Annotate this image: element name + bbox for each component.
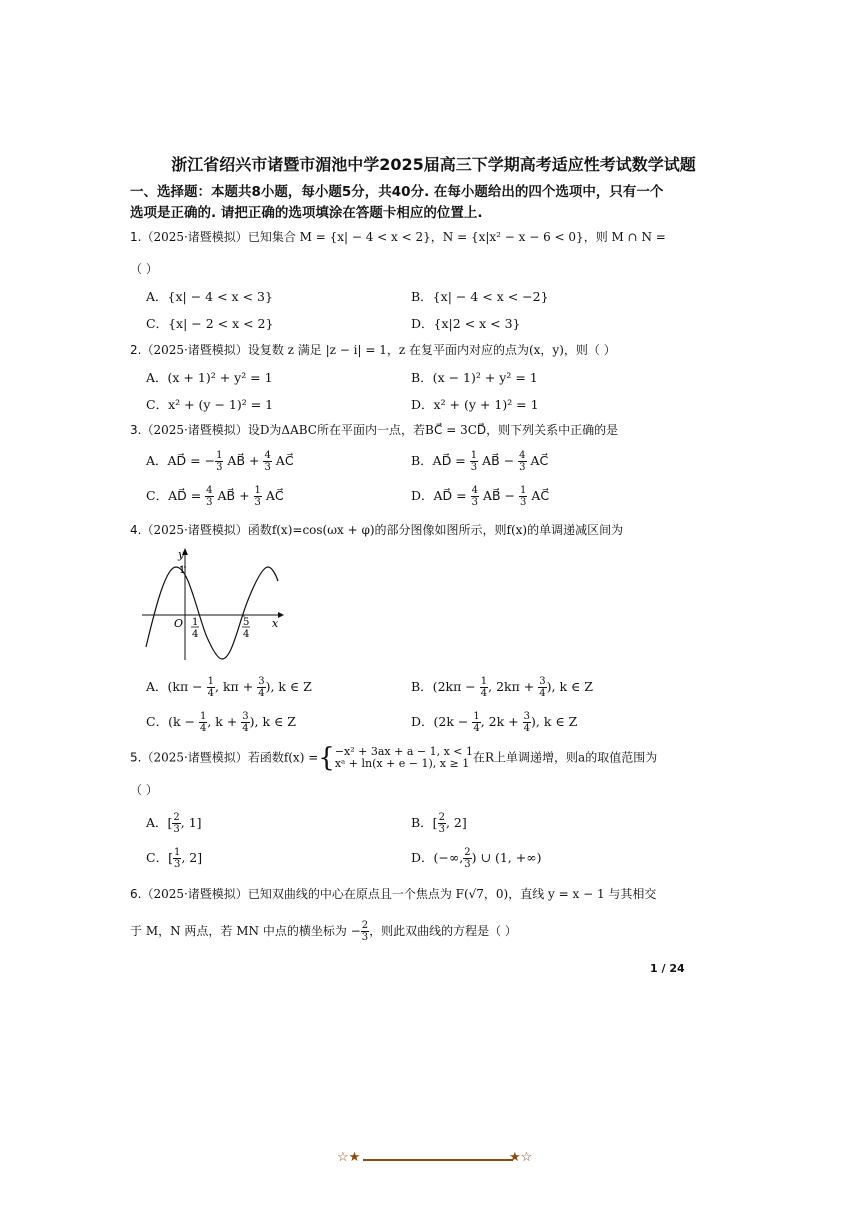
option-b: B．[ $\frac{2}{3}$ , 2]: [411, 812, 467, 835]
question-5: 5.（2025·诸暨模拟）若函数f(x) ={ −x² + 3ax + a − 1, x < 1 xᵃ + ln(x + e − 1), x ≥ 1 在R上单调递增，则a的取值范围为: [130, 743, 658, 773]
question-stem: 若函数f(x) =: [247, 750, 319, 765]
option-c: C．{x| − 2 < x < 2}: [146, 316, 274, 331]
question-5-blank: （ ）: [130, 783, 158, 797]
question-number: 5.: [130, 750, 142, 765]
option-a: A．(kπ − $\frac{1}{4}$ , kπ + $\frac{3}{4}$ ), k ∈ Z: [146, 676, 312, 699]
footer-ornament: [337, 1150, 537, 1170]
question-source: （2025·诸暨模拟）: [141, 750, 248, 765]
question-source: （2025·诸暨模拟）: [141, 230, 248, 244]
question-number: 2.: [130, 343, 142, 357]
question-stem: 已知双曲线的中心在原点且一个焦点为 F(√7，0)，直线 y = x − 1 与其相交: [247, 887, 657, 901]
option-a: A．AD⃗ = − $\frac{1}{3}$ AB⃗ + $\frac{4}{3}$ AC⃗: [146, 450, 294, 473]
page-number: 1 / 24: [650, 962, 685, 975]
option-c: C．x² + (y − 1)² = 1: [146, 397, 274, 412]
option-d: D．x² + (y + 1)² = 1: [411, 397, 539, 412]
option-d: D．AD⃗ = $\frac{4}{3}$ AB⃗ − $\frac{1}{3}$ AC⃗: [411, 485, 550, 508]
question-4: [130, 520, 700, 540]
section-heading-line1: 一、选择题：本题共8小题，每小题5分，共40分. 在每小题给出的四个选项中，只有一个: [130, 184, 664, 200]
option-d: D．(2k − $\frac{1}{4}$ , 2k + $\frac{3}{4}$ ), k ∈ Z: [411, 711, 578, 734]
x-axis-label: x: [272, 617, 279, 630]
piecewise-case-2: xᵃ + ln(x + e − 1), x ≥ 1: [334, 757, 470, 770]
option-b: B．{x| − 4 < x < −2}: [411, 289, 549, 304]
question-6-line2: 于 M，N 两点，若 MN 中点的横坐标为 − $\frac{2}{3}$ ，则此双曲线的方程是（ ）: [130, 920, 517, 943]
question-6: [130, 884, 700, 904]
option-c: C．[ $\frac{1}{3}$ , 2]: [146, 847, 203, 870]
option-c: C．AD⃗ = $\frac{4}{3}$ AB⃗ + $\frac{1}{3}$ AC⃗: [146, 485, 284, 508]
tick-five-quarter-num: 5: [243, 617, 250, 628]
option-b: B．(2kπ − $\frac{1}{4}$ , 2kπ + $\frac{3}{4}$ ), k ∈ Z: [411, 676, 593, 699]
question-stem-cont: 在R上单调递增，则a的取值范围为: [473, 750, 658, 765]
question-number: 1.: [130, 230, 142, 244]
y-tick-one: 1: [179, 565, 186, 576]
question-1-blank: （ ）: [130, 262, 158, 276]
option-b: B．(x − 1)² + y² = 1: [411, 370, 538, 385]
piecewise-case-1: −x² + 3ax + a − 1, x < 1: [334, 745, 473, 758]
option-c: C．(k − $\frac{1}{4}$ , k + $\frac{3}{4}$ ), k ∈ Z: [146, 711, 296, 734]
question-number: 3.: [130, 423, 142, 437]
question-source: （2025·诸暨模拟）: [141, 887, 248, 901]
question-2: [130, 340, 700, 360]
footer-divider: [363, 1159, 513, 1161]
question-stem: 设D为ΔABC所在平面内一点，若BC⃗ = 3CD⃗，则下列关系中正确的是: [247, 423, 619, 437]
option-a: A．[ $\frac{2}{3}$ , 1]: [146, 812, 202, 835]
option-a: A．{x| − 4 < x < 3}: [146, 289, 273, 304]
tick-quarter-den: 4: [192, 629, 199, 640]
question-stem: 函数f(x)=cos(ωx + φ)的部分图像如图所示，则f(x)的单调递减区间为: [247, 523, 624, 537]
star-icon: ★☆: [509, 1150, 533, 1165]
question-source: （2025·诸暨模拟）: [141, 343, 248, 357]
cosine-graph-figure: [140, 545, 285, 665]
option-b: B．AD⃗ = $\frac{1}{3}$ AB⃗ − $\frac{4}{3}$ AC⃗: [411, 450, 549, 473]
question-source: （2025·诸暨模拟）: [141, 423, 248, 437]
star-icon: ☆★: [337, 1150, 361, 1165]
question-stem: 已知集合 M = {x| − 4 < x < 2}，N = {x|x² − x − 6 < 0}，则 M ∩ N =: [247, 230, 666, 244]
exam-title: 浙江省绍兴市诸暨市湄池中学2025届高三下学期高考适应性考试数学试题: [171, 155, 696, 174]
question-source: （2025·诸暨模拟）: [141, 523, 248, 537]
option-d: D．{x|2 < x < 3}: [411, 316, 521, 331]
tick-five-quarter-den: 4: [243, 629, 250, 640]
section-heading-line2: 选项是正确的. 请把正确的选项填涂在答题卡相应的位置上.: [130, 205, 483, 221]
question-1: [130, 227, 700, 247]
question-number: 4.: [130, 523, 142, 537]
option-a: A．(x + 1)² + y² = 1: [146, 370, 273, 385]
question-number: 6.: [130, 887, 142, 901]
origin-label: O: [174, 617, 184, 630]
y-axis-label: y: [178, 548, 185, 561]
question-3: [130, 420, 700, 440]
tick-quarter-num: 1: [192, 617, 199, 628]
option-d: D．(−∞, $\frac{2}{3}$ ) ∪ (1, +∞): [411, 847, 542, 870]
question-stem: 设复数 z 满足 |z − i| = 1，z 在复平面内对应的点为(x，y)，则（ ）: [247, 343, 616, 357]
